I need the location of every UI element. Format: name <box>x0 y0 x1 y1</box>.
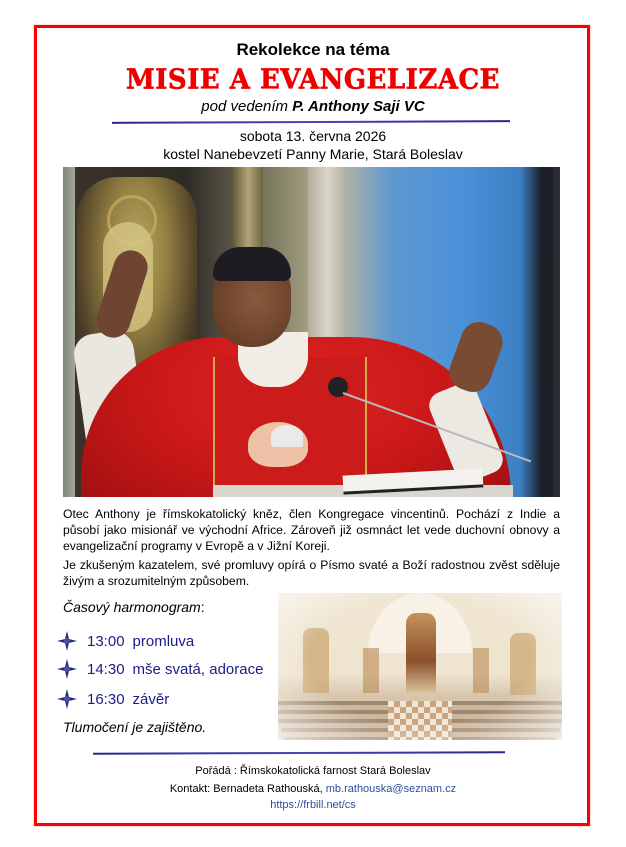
schedule-colon: : <box>200 599 205 615</box>
schedule-time: 14:30 <box>87 660 125 678</box>
schedule-time: 16:30 <box>87 690 125 708</box>
schedule-label: závěr <box>132 690 170 708</box>
contact-name: Kontakt: Bernadeta Rathouská, <box>169 783 326 795</box>
event-date: sobota 13. června 2026 <box>239 128 387 144</box>
priest-photo <box>63 167 560 497</box>
website-link[interactable]: https://frbill.net/cs <box>270 799 356 811</box>
leader-line <box>0 98 626 115</box>
leader-name: P. Anthony Saji VC <box>292 98 425 115</box>
schedule-time: 13:00 <box>87 632 125 650</box>
schedule-item <box>57 630 194 652</box>
photo-hair <box>213 247 291 281</box>
leader-prefix: pod vedením <box>201 98 293 115</box>
event-title: MISIE A EVANGELIZACE <box>125 64 500 96</box>
four-point-star-icon <box>57 631 77 651</box>
intro-heading: Rekolekce na téma <box>236 40 390 59</box>
schedule-heading <box>63 599 205 615</box>
schedule-item <box>57 688 169 710</box>
schedule-label: mše svatá, adorace <box>132 660 264 678</box>
four-point-star-icon <box>57 659 77 679</box>
photo-lamp <box>271 425 303 447</box>
church-interior-image <box>278 593 562 740</box>
photo-pillar <box>63 167 75 497</box>
church-image-fade <box>278 593 562 740</box>
schedule-title: Časový harmonogram <box>63 599 201 615</box>
schedule-item <box>57 658 263 680</box>
event-place: kostel Nanebevzetí Panny Marie, Stará Boleslav <box>163 146 463 162</box>
preaching-paragraph: Je zkušeným kazatelem, své promluvy opírá o Písmo svaté a Boží radostnou zvěst sděluje živým a srozumitelným způsobem. <box>63 558 560 588</box>
schedule-label: promluva <box>132 632 195 650</box>
contact-email-link[interactable]: mb.rathouska@seznam.cz <box>325 783 457 795</box>
interpretation-note: Tlumočení je zajištěno. <box>63 719 207 735</box>
photo-dark-post <box>541 167 553 497</box>
contact-line <box>0 783 626 795</box>
bio-paragraph: Otec Anthony je římskokatolický kněz, člen Kongregace vincentinů. Pochází z Indie a působí jako misionář ve východní Africe. Zároveň již osmnáct let vede duchovní obnovy a evangelizační programy v Evropě a v Jižní Koreji. <box>63 507 560 553</box>
four-point-star-icon <box>57 689 77 709</box>
organizer-line: Pořádá : Římskokatolická farnost Stará Boleslav <box>195 765 431 777</box>
